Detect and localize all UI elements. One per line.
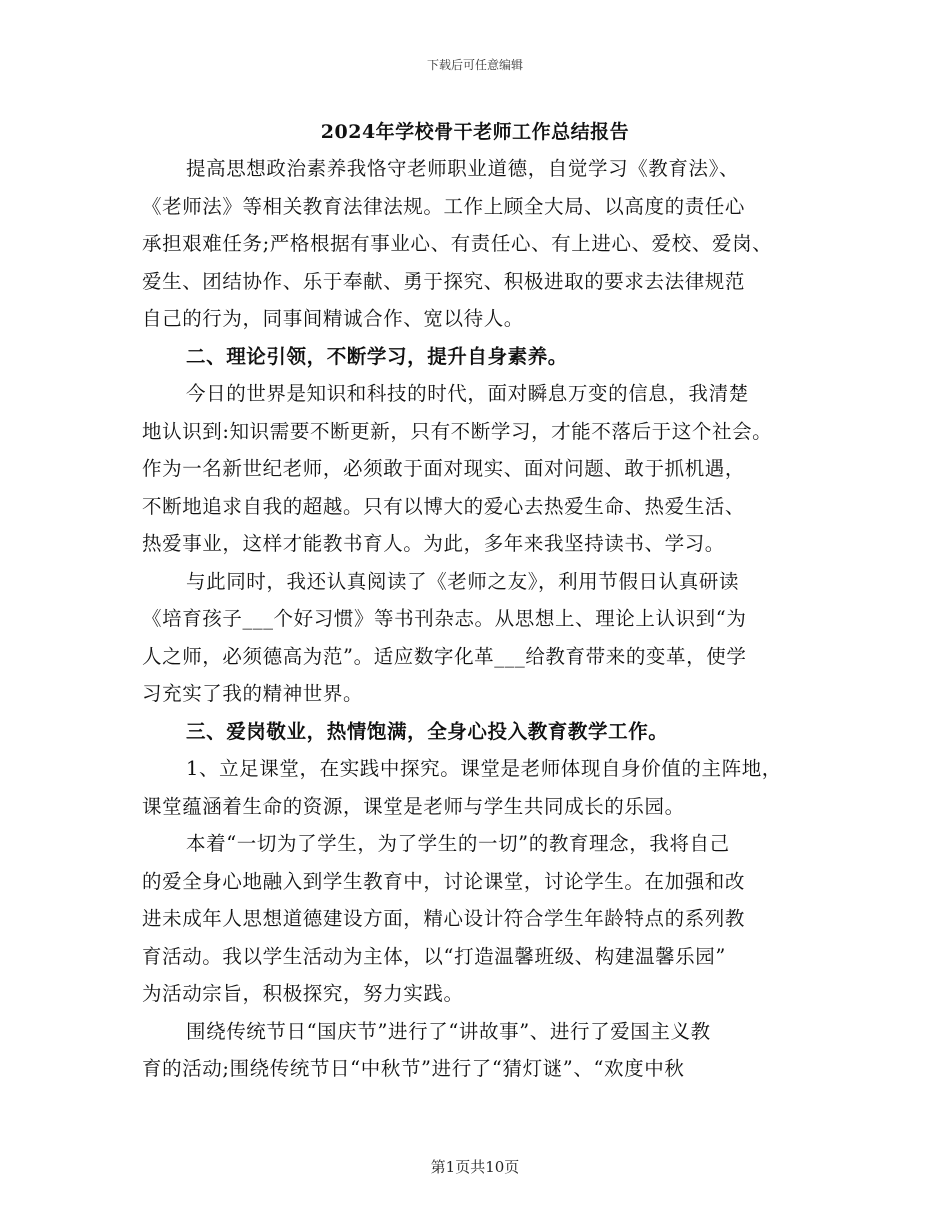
text-line: 热爱事业，这样才能教书育人。为此，多年来我坚持读书、学习。 xyxy=(142,532,725,555)
section-heading: 三、爱岗敬业，热情饱满，全身心投入教育教学工作。 xyxy=(186,719,669,743)
page-footer: 第1页共10页 xyxy=(430,1158,520,1176)
text-line: 提高思想政治素养我恪守老师职业道德，自觉学习《教育法》、 xyxy=(186,157,740,180)
text-line: 作为一名新世纪老师，必须敢于面对现实、面对问题、敢于抓机遇， xyxy=(142,457,746,480)
header-note: 下载后可任意编辑 xyxy=(426,58,523,72)
text-line: 爱生、团结协作、乐于奉献、勇于探究、积极进取的要求去法律规范 xyxy=(142,269,746,293)
text-line: 进未成年人思想道德建设方面，精心设计符合学生年龄特点的系列教 xyxy=(142,907,746,930)
document-body xyxy=(142,150,832,1088)
text-line: 本着“一切为了学生，为了学生的一切”的教育理念，我将自己 xyxy=(186,832,730,855)
text-line: 地认识到:知识需要不断更新，只有不断学习，才能不落后于这个社会。 xyxy=(142,419,773,443)
text-line: 围绕传统节日“国庆节”进行了“讲故事”、进行了爱国主义教 xyxy=(186,1019,711,1043)
document-title: 2024年学校骨干老师工作总结报告 xyxy=(320,121,630,143)
text-line: 为活动宗旨，积极探究，努力实践。 xyxy=(142,982,464,1005)
text-line: 的爱全身心地融入到学生教育中，讨论课堂，讨论学生。在加强和改 xyxy=(142,869,746,893)
text-line: 《老师法》等相关教育法律法规。工作上顾全大局、以高度的责任心 xyxy=(142,194,746,218)
text-line: 育活动。我以学生活动为主体，以“打造温馨班级、构建温馨乐园” xyxy=(142,944,726,968)
text-line: 承担艰难任务;严格根据有事业心、有责任心、有上进心、爱校、爱岗、 xyxy=(142,232,773,255)
text-line: 1、立足课堂，在实践中探究。课堂是老师体现自身价值的主阵地， xyxy=(186,757,782,780)
text-line: 课堂蕴涵着生命的资源，课堂是老师与学生共同成长的乐园。 xyxy=(142,794,685,818)
section-heading: 二、理论引领，不断学习，提升自身素养。 xyxy=(186,344,568,368)
text-line: 育的活动;围绕传统节日“中秋节”进行了“猜灯谜”、“欢度中秋 xyxy=(142,1057,685,1080)
text-line: 《培育孩子___个好习惯》等书刊杂志。从思想上、理论上认识到“为 xyxy=(142,607,747,630)
text-line: 自己的行为，同事间精诚合作、宽以待人。 xyxy=(142,307,524,330)
text-line: 不断地追求自我的超越。只有以博大的爱心去热爱生命、热爱生活、 xyxy=(142,494,746,518)
text-line: 与此同时，我还认真阅读了《老师之友》，利用节假日认真研读 xyxy=(186,569,740,593)
text-line: 今日的世界是知识和科技的时代，面对瞬息万变的信息，我清楚 xyxy=(186,382,749,405)
text-line: 人之师，必须德高为范”。适应数字化革___给教育带来的变革，使学 xyxy=(142,644,747,668)
text-line: 习充实了我的精神世界。 xyxy=(142,682,364,705)
